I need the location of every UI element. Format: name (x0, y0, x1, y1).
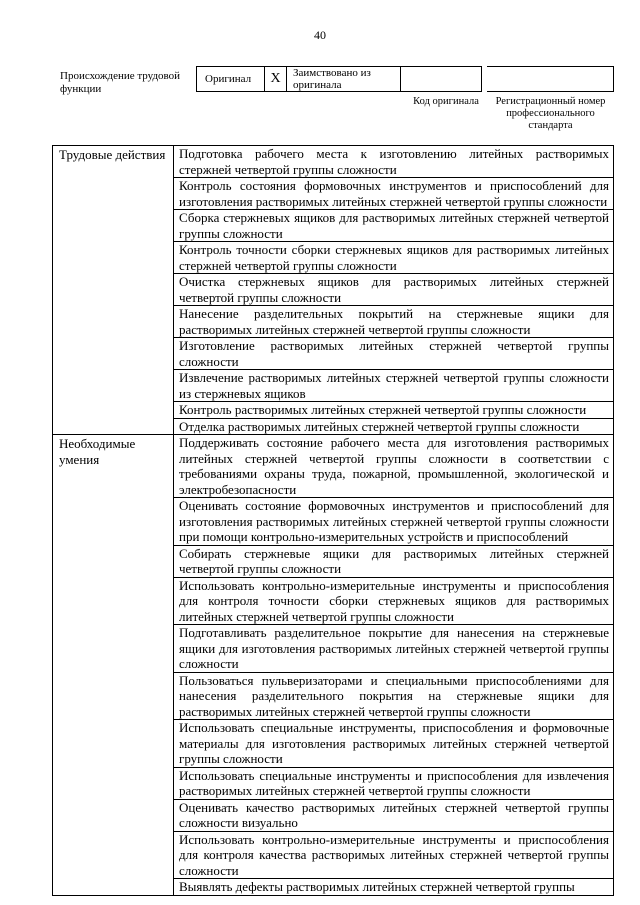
origin-registration-cell (487, 66, 614, 92)
section-title: Трудовые действия (53, 146, 174, 435)
registration-caption: Регистрационный номер профессионального стандарта (495, 96, 606, 131)
row-text: Очистка стержневых ящиков для растворимых литейных стержней четвертой группы сложности (174, 274, 614, 306)
table-row (53, 146, 614, 178)
table-row (53, 435, 614, 498)
row-text: Использовать специальные инструменты и приспособления для извлечения растворимых литейных стержней четвертой группы сложности (174, 767, 614, 799)
row-text: Поддерживать состояние рабочего места для изготовления растворимых литейных стержней четвертой группы сложности в соответствии с требованиями охраны труда, пожарной, промышленной, экологической и электробезопасности (174, 435, 614, 498)
origin-box (196, 66, 482, 92)
section-title: Необходимые умения (53, 435, 174, 896)
row-text: Использовать контрольно-измерительные инструменты и приспособления для контроля точности сборки стержневых ящиков для растворимых литейных стержней четвертой группы сложности (174, 577, 614, 625)
code-caption: Код оригинала (413, 96, 479, 107)
row-text: Контроль точности сборки стержневых ящиков для растворимых литейных стержней четвертой группы сложности (174, 242, 614, 274)
row-text: Подготавливать разделительное покрытие для нанесения на стержневые ящики для изготовления растворимых литейных стержней четвертой группы сложности (174, 625, 614, 673)
row-text: Отделка растворимых литейных стержней четвертой группы сложности (174, 418, 614, 435)
row-text: Извлечение растворимых литейных стержней четвертой группы сложности из стержневых ящиков (174, 370, 614, 402)
row-text: Оценивать качество растворимых литейных стержней четвертой группы сложности визуально (174, 799, 614, 831)
page-number: 40 (314, 28, 326, 42)
row-text: Контроль состояния формовочных инструментов и приспособлений для изготовления растворимых литейных стержней четвертой группы сложности (174, 178, 614, 210)
function-table (52, 145, 614, 896)
row-text: Использовать контрольно-измерительные инструменты и приспособления для контроля качества растворимых литейных стержней четвертой группы сложности (174, 831, 614, 879)
row-text: Нанесение разделительных покрытий на стержневые ящики для растворимых литейных стержней четвертой группы сложности (174, 306, 614, 338)
row-text: Сборка стержневых ящиков для растворимых литейных стержней четвертой группы сложности (174, 210, 614, 242)
row-text: Изготовление растворимых литейных стержней четвертой группы сложности (174, 338, 614, 370)
row-text: Выявлять дефекты растворимых литейных стержней четвертой группы (174, 879, 614, 896)
row-text: Собирать стержневые ящики для растворимых литейных стержней четвертой группы сложности (174, 545, 614, 577)
row-text: Контроль растворимых литейных стержней четвертой группы сложности (174, 402, 614, 419)
origin-label: Происхождение трудовой функции (60, 70, 181, 95)
row-text: Использовать специальные инструменты, приспособления и формовочные материалы для изготовления растворимых литейных стержней четвертой группы сложности (174, 720, 614, 768)
row-text: Подготовка рабочего места к изготовлению литейных растворимых стержней четвертой группы сложности (174, 146, 614, 178)
origin-code-cell (401, 67, 481, 91)
row-text: Оценивать состояние формовочных инструментов и приспособлений для изготовления растворимых литейных стержней четвертой группы сложности при помощи контрольно-измерительных устройств и приспособлений (174, 498, 614, 546)
origin-borrowed-cell: Заимствовано из оригинала (287, 67, 401, 91)
origin-original-cell: Оригинал (197, 67, 265, 91)
row-text: Пользоваться пульверизаторами и специальными приспособлениями для нанесения разделительного покрытия на стержневые ящики для растворимых литейных стержней четвертой группы сложности (174, 672, 614, 720)
origin-original-mark: X (265, 67, 287, 91)
